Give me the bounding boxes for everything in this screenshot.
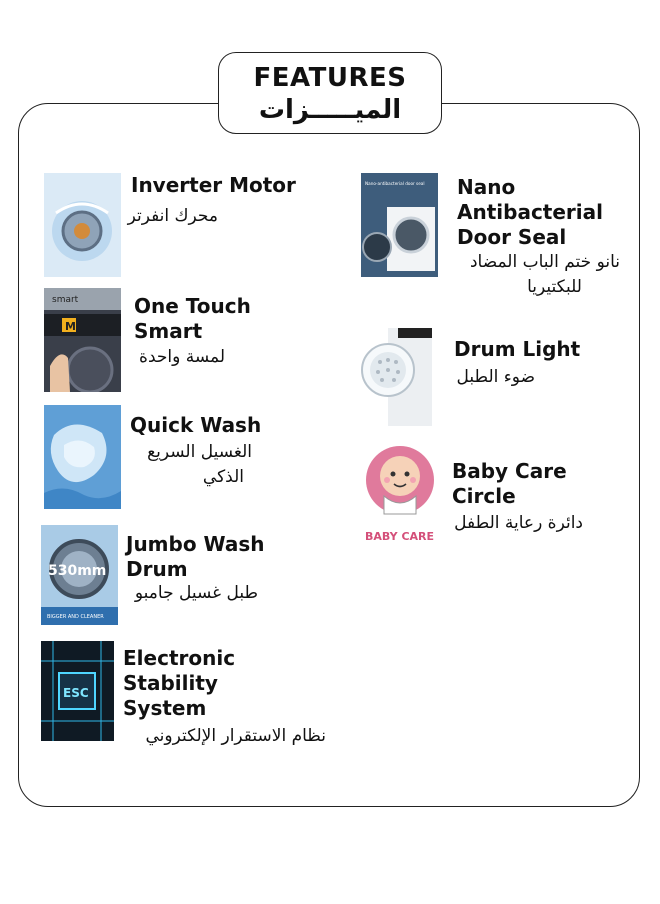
feature-title-quick-wash: Quick Wash	[130, 413, 262, 437]
touch-panel-icon	[44, 288, 121, 392]
feature-title-baby-care-circle: Baby Care Circle	[452, 459, 567, 508]
feature-ar-inverter-motor: محرك انفرتر	[127, 206, 218, 226]
feature-ar-electronic-stability-system: نظام الاستقرار الإلكتروني	[145, 726, 326, 746]
header-title-en: FEATURES	[253, 63, 407, 93]
inverter-motor-icon	[44, 173, 121, 277]
svg-text:smart: smart	[52, 295, 79, 305]
feature-ar-jumbo-wash-drum: طبل غسيل جامبو	[134, 583, 258, 603]
svg-text:BABY CARE: BABY CARE	[365, 530, 435, 543]
feature-title-jumbo-wash-drum: Jumbo Wash Drum	[126, 532, 265, 581]
svg-text:530mm: 530mm	[48, 563, 107, 579]
feature-title-nano-door-seal: Nano Antibacterial Door Seal	[457, 175, 603, 249]
baby-face-icon	[362, 440, 438, 546]
feature-title-one-touch-smart: One Touch Smart	[134, 294, 251, 343]
feature-ar-quick-wash: الغسيل السريع الذكي	[147, 442, 252, 487]
feature-ar-drum-light: ضوء الطبل	[456, 367, 535, 387]
header-title-ar: الميـــــزات	[258, 95, 402, 125]
feature-ar-nano-door-seal: نانو ختم الباب المضاد للبكتيريا	[469, 252, 620, 297]
feature-ar-one-touch-smart: لمسة واحدة	[139, 347, 225, 367]
svg-text:Nano-antibacterial door seal: Nano-antibacterial door seal	[365, 181, 425, 186]
feature-ar-baby-care-circle: دائرة رعاية الطفل	[454, 513, 583, 533]
drum-icon	[41, 525, 118, 625]
feature-title-electronic-stability-system: Electronic Stability System	[123, 646, 236, 720]
svg-text:BIGGER AND CLEANER: BIGGER AND CLEANER	[47, 614, 104, 620]
drum-light-icon	[358, 322, 432, 426]
feature-title-inverter-motor: Inverter Motor	[131, 173, 296, 197]
svg-text:M: M	[65, 320, 76, 333]
feature-title-drum-light: Drum Light	[454, 337, 581, 361]
water-splash-icon	[44, 405, 121, 509]
chip-icon	[41, 641, 114, 741]
svg-text:ESC: ESC	[63, 686, 89, 700]
door-seal-icon	[361, 173, 438, 277]
features-header	[218, 52, 442, 134]
